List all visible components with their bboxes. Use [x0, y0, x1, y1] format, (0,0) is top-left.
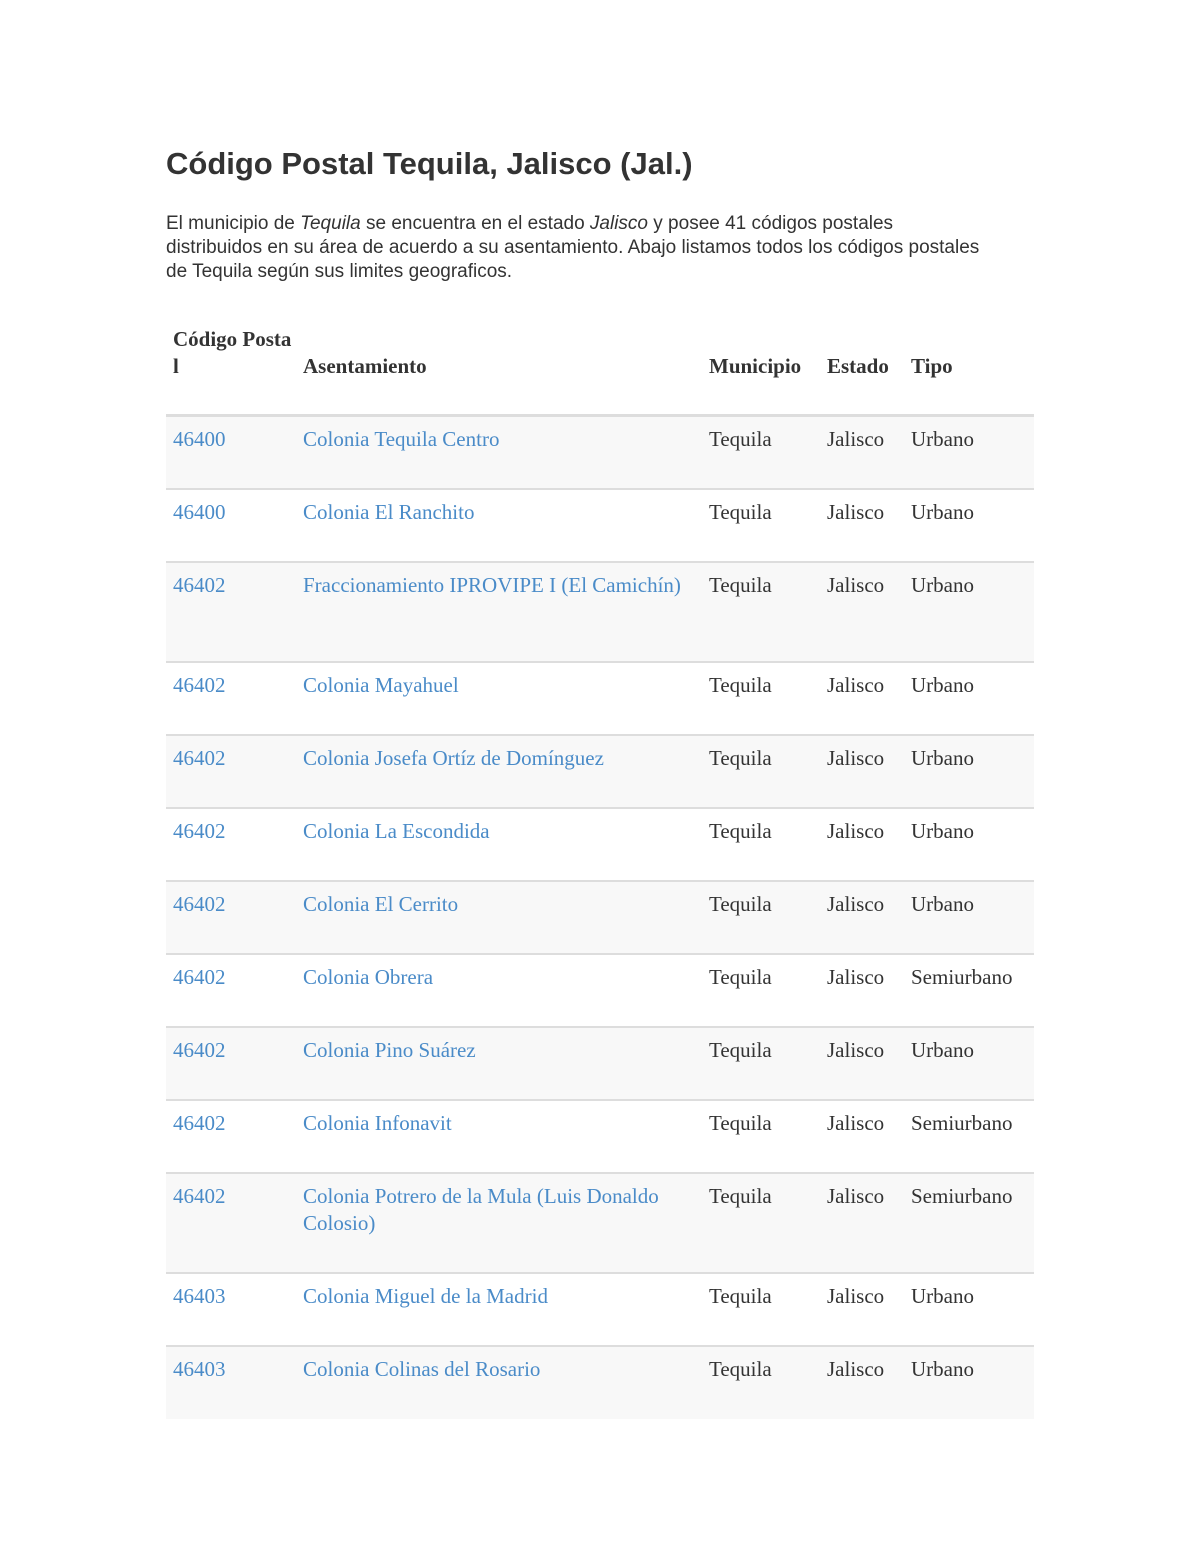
- intro-text-1: El municipio de: [166, 213, 301, 234]
- postal-code-link[interactable]: 46402: [173, 572, 226, 597]
- estado-cell: Jalisco: [820, 416, 904, 489]
- estado-cell: Jalisco: [820, 1100, 904, 1173]
- table-row: [166, 662, 1034, 735]
- tipo-cell: Semiurbano: [904, 1100, 1034, 1173]
- tipo-cell: Urbano: [904, 662, 1034, 735]
- table-row: [166, 954, 1034, 1027]
- asentamiento-link[interactable]: Colonia Miguel de la Madrid: [303, 1283, 548, 1308]
- header-tipo: Tipo: [904, 312, 1034, 416]
- postal-code-link[interactable]: 46402: [173, 1110, 226, 1135]
- asentamiento-link[interactable]: Colonia Infonavit: [303, 1110, 452, 1135]
- asentamiento-link[interactable]: Colonia El Cerrito: [303, 891, 459, 916]
- table-row: [166, 562, 1034, 662]
- municipio-cell: Tequila: [702, 881, 820, 954]
- estado-cell: Jalisco: [820, 808, 904, 881]
- table-row: [166, 735, 1034, 808]
- asentamiento-link[interactable]: Colonia Pino Suárez: [303, 1037, 476, 1062]
- municipio-cell: Tequila: [702, 662, 820, 735]
- tipo-cell: Urbano: [904, 735, 1034, 808]
- table-row: [166, 1346, 1034, 1419]
- tipo-cell: Semiurbano: [904, 1173, 1034, 1273]
- estado-cell: Jalisco: [820, 735, 904, 808]
- asentamiento-link[interactable]: Colonia El Ranchito: [303, 499, 475, 524]
- table-row: [166, 1100, 1034, 1173]
- asentamiento-link[interactable]: Colonia Colinas del Rosario: [303, 1356, 541, 1381]
- intro-text-3: y posee 41 códigos postales distribuidos en su área de acuerdo a su asentamiento. Abajo listamos todos los códigos postales de Tequila según sus limites geograficos.: [166, 213, 980, 282]
- header-asentamiento: Asentamiento: [296, 312, 702, 416]
- municipio-cell: Tequila: [702, 1027, 820, 1100]
- tipo-cell: Urbano: [904, 808, 1034, 881]
- intro-paragraph: [166, 212, 986, 284]
- estado-cell: Jalisco: [820, 489, 904, 562]
- asentamiento-link[interactable]: Colonia La Escondida: [303, 818, 490, 843]
- postal-code-link[interactable]: 46402: [173, 891, 226, 916]
- intro-municipio: Tequila: [300, 213, 361, 234]
- table-row: [166, 416, 1034, 489]
- header-municipio: Municipio: [702, 312, 820, 416]
- postal-codes-table: [166, 312, 1034, 1419]
- postal-code-link[interactable]: 46400: [173, 427, 226, 451]
- tipo-cell: Semiurbano: [904, 954, 1034, 1027]
- postal-code-link[interactable]: 46402: [173, 964, 226, 989]
- tipo-cell: Urbano: [904, 1346, 1034, 1419]
- tipo-cell: Urbano: [904, 489, 1034, 562]
- tipo-cell: Urbano: [904, 1273, 1034, 1346]
- asentamiento-link[interactable]: Colonia Mayahuel: [303, 672, 459, 697]
- postal-code-link[interactable]: 46402: [173, 1037, 226, 1062]
- tipo-cell: Urbano: [904, 562, 1034, 662]
- table-row: [166, 1173, 1034, 1273]
- asentamiento-link[interactable]: Colonia Obrera: [303, 964, 434, 989]
- municipio-cell: Tequila: [702, 1100, 820, 1173]
- estado-cell: Jalisco: [820, 1173, 904, 1273]
- tipo-cell: Urbano: [904, 881, 1034, 954]
- tipo-cell: Urbano: [904, 1027, 1034, 1100]
- municipio-cell: Tequila: [702, 808, 820, 881]
- intro-estado: Jalisco: [589, 213, 648, 234]
- estado-cell: Jalisco: [820, 1273, 904, 1346]
- postal-code-link[interactable]: 46403: [173, 1356, 226, 1381]
- postal-code-link[interactable]: 46402: [173, 745, 226, 770]
- asentamiento-link[interactable]: Colonia Potrero de la Mula (Luis Donaldo Colosio): [303, 1183, 659, 1235]
- table-header-row: [166, 312, 1034, 416]
- municipio-cell: Tequila: [702, 562, 820, 662]
- estado-cell: Jalisco: [820, 881, 904, 954]
- municipio-cell: Tequila: [702, 489, 820, 562]
- postal-code-link[interactable]: 46400: [173, 499, 226, 524]
- asentamiento-link[interactable]: Fraccionamiento IPROVIPE I (El Camichín): [303, 572, 681, 597]
- table-row: [166, 1273, 1034, 1346]
- municipio-cell: Tequila: [702, 416, 820, 489]
- postal-code-link[interactable]: 46402: [173, 672, 226, 697]
- municipio-cell: Tequila: [702, 1346, 820, 1419]
- table-row: [166, 808, 1034, 881]
- estado-cell: Jalisco: [820, 1027, 904, 1100]
- asentamiento-link[interactable]: Colonia Josefa Ortíz de Domínguez: [303, 745, 604, 770]
- estado-cell: Jalisco: [820, 662, 904, 735]
- municipio-cell: Tequila: [702, 954, 820, 1027]
- postal-code-link[interactable]: 46403: [173, 1283, 226, 1308]
- postal-code-link[interactable]: 46402: [173, 818, 226, 843]
- header-estado: Estado: [820, 312, 904, 416]
- estado-cell: Jalisco: [820, 954, 904, 1027]
- asentamiento-link[interactable]: Colonia Tequila Centro: [303, 427, 500, 451]
- municipio-cell: Tequila: [702, 735, 820, 808]
- municipio-cell: Tequila: [702, 1173, 820, 1273]
- page-title: Código Postal Tequila, Jalisco (Jal.): [166, 146, 693, 181]
- municipio-cell: Tequila: [702, 1273, 820, 1346]
- table-row: [166, 489, 1034, 562]
- tipo-cell: Urbano: [904, 416, 1034, 489]
- postal-code-link[interactable]: 46402: [173, 1183, 226, 1208]
- header-codigo-postal: Código Postal: [166, 312, 296, 416]
- table-row: [166, 1027, 1034, 1100]
- intro-text-2: se encuentra en el estado: [360, 213, 590, 234]
- estado-cell: Jalisco: [820, 562, 904, 662]
- table-row: [166, 881, 1034, 954]
- estado-cell: Jalisco: [820, 1346, 904, 1419]
